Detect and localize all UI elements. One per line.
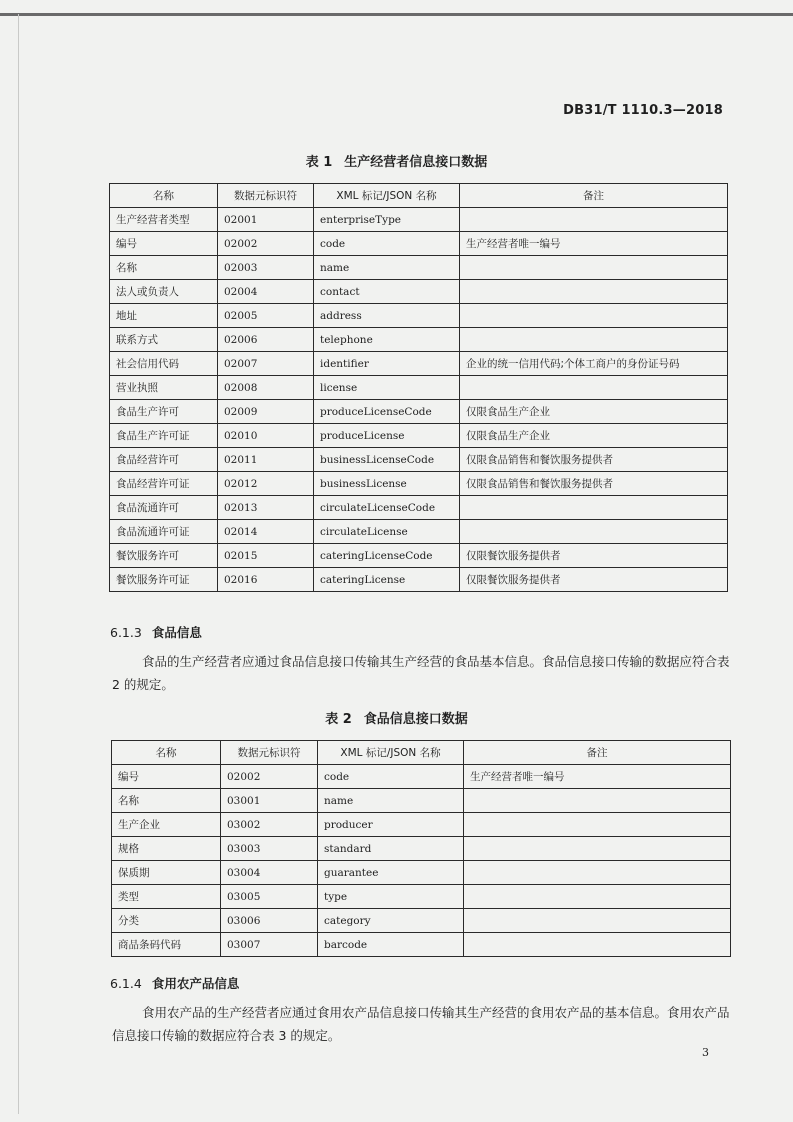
table-row: [112, 837, 731, 861]
table-cell: 02001: [218, 208, 314, 232]
table-row: [110, 328, 728, 352]
table-cell: 02012: [218, 472, 314, 496]
table-row: [112, 933, 731, 957]
table-cell: 食品流通许可证: [110, 520, 218, 544]
table-cell: 03007: [221, 933, 318, 957]
table1-header-row: [110, 184, 728, 208]
table-cell: code: [318, 765, 464, 789]
column-header: XML 标记/JSON 名称: [318, 741, 464, 765]
table-cell: 02002: [218, 232, 314, 256]
table-cell: 02014: [218, 520, 314, 544]
table-cell: 食品生产许可: [110, 400, 218, 424]
table-cell: 02007: [218, 352, 314, 376]
table-cell: 02013: [218, 496, 314, 520]
table2-number: 表 2: [325, 712, 352, 727]
table-cell: license: [314, 376, 460, 400]
table-row: [110, 208, 728, 232]
table-cell: 02016: [218, 568, 314, 592]
table-row: [112, 789, 731, 813]
table-cell: 名称: [110, 256, 218, 280]
table2: [111, 740, 731, 957]
table-row: [112, 813, 731, 837]
table-cell: 02008: [218, 376, 314, 400]
table-cell: 社会信用代码: [110, 352, 218, 376]
table-cell: type: [318, 885, 464, 909]
column-header: 数据元标识符: [218, 184, 314, 208]
table2-caption: [0, 708, 793, 727]
table-cell: contact: [314, 280, 460, 304]
table-cell: telephone: [314, 328, 460, 352]
table-cell: 地址: [110, 304, 218, 328]
table2-title: 食品信息接口数据: [363, 712, 468, 727]
table-cell: 03003: [221, 837, 318, 861]
table-cell: [464, 885, 731, 909]
table-cell: businessLicense: [314, 472, 460, 496]
table-cell: [460, 208, 728, 232]
table-cell: 食品流通许可: [110, 496, 218, 520]
table-cell: 02002: [221, 765, 318, 789]
column-header: 备注: [460, 184, 728, 208]
table-cell: [464, 813, 731, 837]
table2-header-row: [112, 741, 731, 765]
table-cell: 餐饮服务许可证: [110, 568, 218, 592]
page-binding-edge: [18, 14, 19, 1114]
table-cell: identifier: [314, 352, 460, 376]
table-cell: 02005: [218, 304, 314, 328]
table-row: [110, 472, 728, 496]
table-cell: 02003: [218, 256, 314, 280]
column-header: 数据元标识符: [221, 741, 318, 765]
table-cell: cateringLicenseCode: [314, 544, 460, 568]
table-cell: 02006: [218, 328, 314, 352]
table2-body: [112, 765, 731, 957]
table-cell: name: [318, 789, 464, 813]
section-6-1-4-heading: [110, 974, 239, 992]
table-row: [110, 520, 728, 544]
table-cell: 食品生产许可证: [110, 424, 218, 448]
table-cell: 03004: [221, 861, 318, 885]
table-cell: circulateLicenseCode: [314, 496, 460, 520]
table-cell: address: [314, 304, 460, 328]
table1-title: 生产经营者信息接口数据: [344, 155, 488, 170]
table-cell: guarantee: [318, 861, 464, 885]
table-cell: cateringLicense: [314, 568, 460, 592]
table-cell: 02004: [218, 280, 314, 304]
table-row: [110, 400, 728, 424]
table1-body: [110, 208, 728, 592]
table-cell: 生产企业: [112, 813, 221, 837]
table-cell: 仅限食品生产企业: [460, 400, 728, 424]
table-cell: [464, 837, 731, 861]
table1-caption: [0, 151, 793, 170]
table-cell: 联系方式: [110, 328, 218, 352]
table-cell: 规格: [112, 837, 221, 861]
table-cell: 营业执照: [110, 376, 218, 400]
table-cell: producer: [318, 813, 464, 837]
table-cell: 02010: [218, 424, 314, 448]
table-cell: [460, 496, 728, 520]
table-cell: code: [314, 232, 460, 256]
table-cell: 编号: [112, 765, 221, 789]
standard-code: DB31/T 1110.3—2018: [563, 103, 723, 118]
page-number: 3: [702, 1046, 709, 1059]
table-cell: 法人或负责人: [110, 280, 218, 304]
table-cell: 食品经营许可: [110, 448, 218, 472]
table-cell: [464, 933, 731, 957]
table-row: [110, 376, 728, 400]
table-row: [112, 861, 731, 885]
table-cell: 02011: [218, 448, 314, 472]
section-title: 食品信息: [151, 625, 202, 640]
table-row: [112, 765, 731, 789]
table-cell: 仅限食品生产企业: [460, 424, 728, 448]
section-6-1-3-paragraph: 食品的生产经营者应通过食品信息接口传输其生产经营的食品基本信息。食品信息接口传输的数据应符合表 2 的规定。: [112, 654, 730, 692]
section-title: 食用农产品信息: [151, 976, 240, 991]
table-cell: circulateLicense: [314, 520, 460, 544]
table-row: [110, 568, 728, 592]
section-6-1-3-heading: [110, 623, 202, 641]
table-row: [110, 280, 728, 304]
table-row: [110, 544, 728, 568]
table-cell: 03002: [221, 813, 318, 837]
section-6-1-4-paragraph: 食用农产品的生产经营者应通过食用农产品信息接口传输其生产经营的食用农产品的基本信息。食用农产品信息接口传输的数据应符合表 3 的规定。: [112, 1005, 730, 1043]
table1-number: 表 1: [305, 155, 333, 170]
table-cell: 分类: [112, 909, 221, 933]
table-cell: 保质期: [112, 861, 221, 885]
page-top-edge: [0, 13, 793, 16]
table-cell: 02009: [218, 400, 314, 424]
table-cell: 食品经营许可证: [110, 472, 218, 496]
table-cell: businessLicenseCode: [314, 448, 460, 472]
table-cell: category: [318, 909, 464, 933]
table-cell: standard: [318, 837, 464, 861]
table-cell: [464, 789, 731, 813]
section-number: 6.1.4: [110, 976, 142, 991]
table-cell: 生产经营者唯一编号: [464, 765, 731, 789]
table-cell: 商品条码代码: [112, 933, 221, 957]
table-cell: 生产经营者唯一编号: [460, 232, 728, 256]
table-cell: 生产经营者类型: [110, 208, 218, 232]
table-cell: 03005: [221, 885, 318, 909]
table-row: [110, 424, 728, 448]
table-cell: 03006: [221, 909, 318, 933]
table1: [109, 183, 728, 592]
table-row: [110, 496, 728, 520]
table-cell: [460, 256, 728, 280]
table-cell: [464, 909, 731, 933]
table-cell: produceLicense: [314, 424, 460, 448]
table-cell: 企业的统一信用代码;个体工商户的身份证号码: [460, 352, 728, 376]
column-header: 名称: [110, 184, 218, 208]
column-header: 备注: [464, 741, 731, 765]
table-row: [110, 304, 728, 328]
column-header: XML 标记/JSON 名称: [314, 184, 460, 208]
table-row: [112, 909, 731, 933]
table-cell: barcode: [318, 933, 464, 957]
table-row: [110, 256, 728, 280]
table-cell: 名称: [112, 789, 221, 813]
table-row: [110, 352, 728, 376]
table-cell: 02015: [218, 544, 314, 568]
table-cell: [460, 328, 728, 352]
table-cell: 仅限食品销售和餐饮服务提供者: [460, 448, 728, 472]
table-cell: 仅限食品销售和餐饮服务提供者: [460, 472, 728, 496]
table-cell: 类型: [112, 885, 221, 909]
table-cell: 餐饮服务许可: [110, 544, 218, 568]
section-number: 6.1.3: [110, 625, 142, 640]
table-cell: enterpriseType: [314, 208, 460, 232]
table-cell: 仅限餐饮服务提供者: [460, 544, 728, 568]
table-row: [110, 448, 728, 472]
table-cell: [464, 861, 731, 885]
column-header: 名称: [112, 741, 221, 765]
table-row: [112, 885, 731, 909]
table-cell: [460, 376, 728, 400]
table-cell: [460, 520, 728, 544]
table-cell: [460, 304, 728, 328]
table-cell: name: [314, 256, 460, 280]
table-row: [110, 232, 728, 256]
table-cell: produceLicenseCode: [314, 400, 460, 424]
table-cell: 编号: [110, 232, 218, 256]
table-cell: 仅限餐饮服务提供者: [460, 568, 728, 592]
table-cell: [460, 280, 728, 304]
table-cell: 03001: [221, 789, 318, 813]
